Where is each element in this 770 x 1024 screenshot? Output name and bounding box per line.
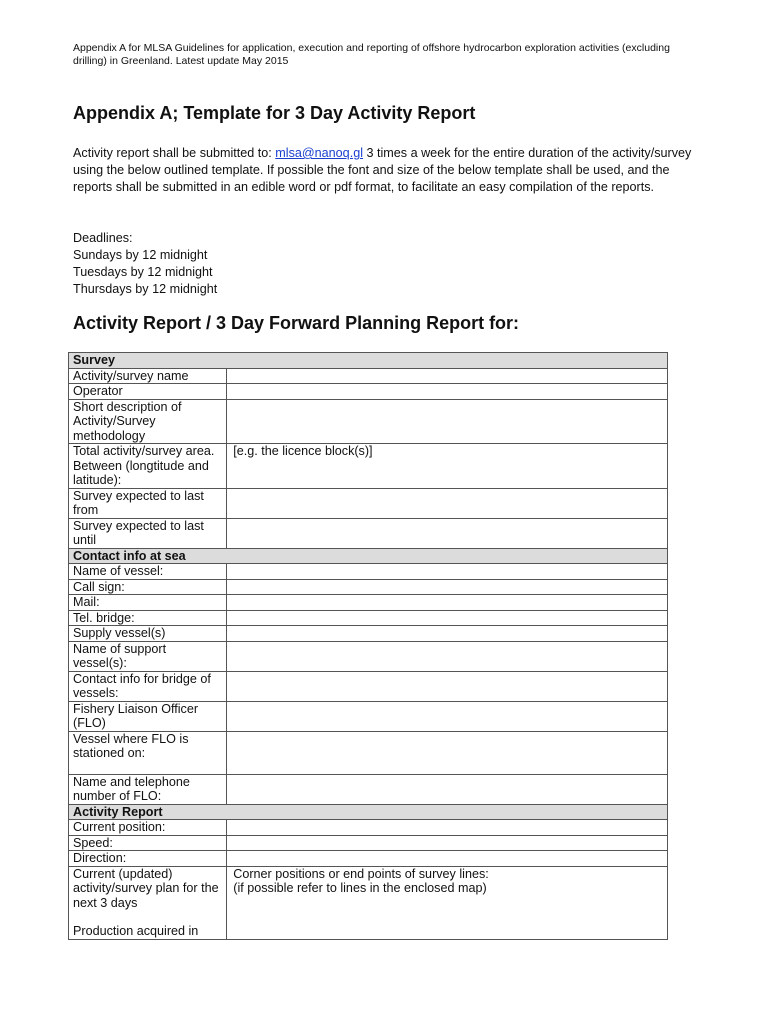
table-row <box>69 518 668 548</box>
intro-before-link: Activity report shall be submitted to: <box>73 146 276 160</box>
report-table <box>68 352 668 940</box>
row-value[interactable] <box>227 610 668 626</box>
table-row <box>69 399 668 444</box>
row-label: Direction: <box>69 851 227 867</box>
row-label: Short description of Activity/Survey methodology <box>69 399 227 444</box>
table-row <box>69 595 668 611</box>
table-row <box>69 835 668 851</box>
row-value[interactable] <box>227 820 668 836</box>
row-value[interactable] <box>227 835 668 851</box>
row-label: Mail: <box>69 595 227 611</box>
row-value[interactable] <box>227 368 668 384</box>
row-label: Supply vessel(s) <box>69 626 227 642</box>
row-label: Speed: <box>69 835 227 851</box>
section-label: Survey <box>69 353 668 369</box>
section-label: Contact info at sea <box>69 548 668 564</box>
table-row <box>69 488 668 518</box>
table-row <box>69 866 668 939</box>
row-value-line: (if possible refer to lines in the enclosed map) <box>233 881 487 895</box>
deadline-item: Tuesdays by 12 midnight <box>73 265 213 279</box>
row-label-text: Production acquired in <box>73 924 199 938</box>
row-label: Name of support vessel(s): <box>69 641 227 671</box>
row-value[interactable] <box>227 701 668 731</box>
row-label: Total activity/survey area. Between (longtitude and latitude): <box>69 444 227 489</box>
intro-paragraph <box>73 145 698 196</box>
row-value[interactable] <box>227 851 668 867</box>
row-label: Fishery Liaison Officer (FLO) <box>69 701 227 731</box>
row-value-line: Corner positions or end points of survey lines: <box>233 866 489 881</box>
row-value[interactable] <box>227 518 668 548</box>
deadlines-block <box>73 230 217 298</box>
table-row <box>69 626 668 642</box>
row-label: Call sign: <box>69 579 227 595</box>
row-label: Operator <box>69 384 227 400</box>
deadline-item: Thursdays by 12 midnight <box>73 282 218 296</box>
table-row <box>69 444 668 489</box>
row-label: Name and telephone number of FLO: <box>69 774 227 804</box>
row-value[interactable] <box>227 399 668 444</box>
table-row <box>69 731 668 774</box>
row-value[interactable] <box>227 595 668 611</box>
row-value[interactable] <box>227 866 668 939</box>
table-row <box>69 701 668 731</box>
table-row <box>69 774 668 804</box>
table-row <box>69 384 668 400</box>
row-label: Survey expected to last until <box>69 518 227 548</box>
row-label: Tel. bridge: <box>69 610 227 626</box>
table-row <box>69 641 668 671</box>
row-label: Name of vessel: <box>69 564 227 580</box>
table-row <box>69 564 668 580</box>
row-label: Contact info for bridge of vessels: <box>69 671 227 701</box>
row-value[interactable] <box>227 564 668 580</box>
table-row <box>69 671 668 701</box>
row-label-text: Current (updated) activity/survey plan for the next 3 days <box>73 866 219 910</box>
section-header-activity <box>69 804 668 820</box>
table-row <box>69 368 668 384</box>
row-value[interactable] <box>227 731 668 774</box>
intro-after-link: 3 times a week for the entire duration of the activity/survey using the below outlined template. If possible the font and size of the below template shall be used, and the reports shall be submitted in an edible word or pdf format, to facilitate an easy compilation of the reports. <box>73 146 692 194</box>
row-value[interactable]: [e.g. the licence block(s)] <box>227 444 668 489</box>
section-label: Activity Report <box>69 804 668 820</box>
row-label: Activity/survey name <box>69 368 227 384</box>
row-value[interactable] <box>227 671 668 701</box>
report-title: Activity Report / 3 Day Forward Planning Report for: <box>73 313 520 333</box>
row-value[interactable] <box>227 488 668 518</box>
table-row <box>69 579 668 595</box>
row-label: Current position: <box>69 820 227 836</box>
row-label: Survey expected to last from <box>69 488 227 518</box>
table-row <box>69 610 668 626</box>
row-value[interactable] <box>227 579 668 595</box>
row-value[interactable] <box>227 774 668 804</box>
row-label <box>69 866 227 939</box>
header-note: Appendix A for MLSA Guidelines for application, execution and reporting of offshore hydrocarbon exploration activities (excluding drilling) in Greenland. Latest update May 2015 <box>73 42 670 67</box>
appendix-title: Appendix A; Template for 3 Day Activity Report <box>73 103 476 123</box>
table-row <box>69 820 668 836</box>
table-row <box>69 851 668 867</box>
row-label: Vessel where FLO is stationed on: <box>69 731 227 774</box>
deadlines-heading: Deadlines: <box>73 231 133 245</box>
section-header-survey <box>69 353 668 369</box>
row-value[interactable] <box>227 384 668 400</box>
email-link[interactable]: mlsa@nanoq.gl <box>275 146 363 160</box>
row-value[interactable] <box>227 641 668 671</box>
deadline-item: Sundays by 12 midnight <box>73 248 208 262</box>
row-value[interactable] <box>227 626 668 642</box>
section-header-contact <box>69 548 668 564</box>
